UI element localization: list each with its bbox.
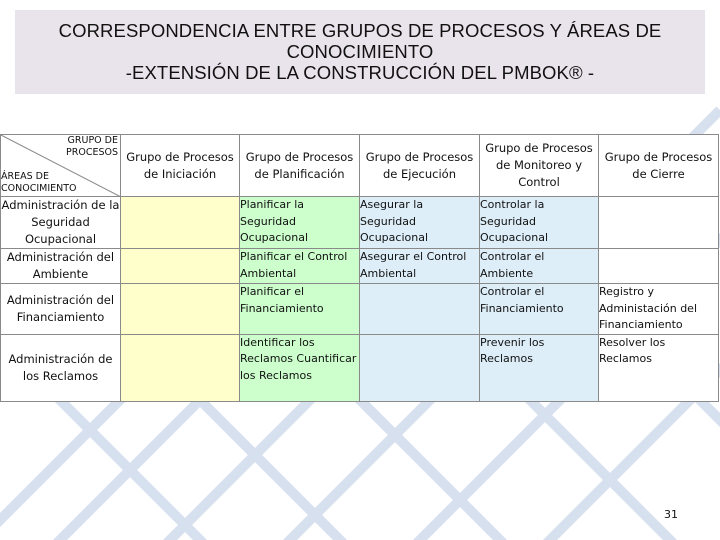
corner-process-label: GRUPO DE PROCESOS xyxy=(66,135,118,158)
cell-claims-planning: Identificar los Reclamos Cuantificar los Reclamos xyxy=(240,334,360,401)
title-line-1: CORRESPONDENCIA ENTRE GRUPOS DE PROCESOS Y ÁREAS DE xyxy=(58,20,662,41)
title-line-3: -EXTENSIÓN DE LA CONSTRUCCIÓN DEL PMBOK® - xyxy=(125,62,595,83)
slide-title xyxy=(15,10,705,94)
column-header-closing: Grupo de Procesos de Cierre xyxy=(599,135,719,197)
cell-claims-monitoring: Prevenir los Reclamos xyxy=(480,334,599,401)
process-knowledge-table xyxy=(0,134,719,402)
corner-area-label: ÁREAS DE CONOCIMIENTO xyxy=(1,171,77,194)
cell-environment-monitoring: Controlar el Ambiente xyxy=(480,249,599,284)
cell-financing-monitoring: Controlar el Financiamiento xyxy=(480,284,599,335)
column-header-initiation: Grupo de Procesos de Iniciación xyxy=(121,135,240,197)
table-corner-header xyxy=(1,135,121,197)
cell-environment-initiation xyxy=(121,249,240,284)
cell-financing-initiation xyxy=(121,284,240,335)
cell-safety-monitoring: Controlar la Seguridad Ocupacional xyxy=(480,197,599,249)
column-header-monitoring: Grupo de Procesos de Monitoreo y Control xyxy=(480,135,599,197)
row-header-financing: Administración del Financiamiento xyxy=(1,284,121,335)
cell-claims-execution xyxy=(360,334,480,401)
cell-environment-closing xyxy=(599,249,719,284)
cell-financing-execution xyxy=(360,284,480,335)
title-line-2: CONOCIMIENTO xyxy=(286,41,434,62)
page-number: 31 xyxy=(664,508,678,521)
cell-environment-planning: Planificar el Control Ambiental xyxy=(240,249,360,284)
cell-safety-planning: Planificar la Seguridad Ocupacional xyxy=(240,197,360,249)
cell-environment-execution: Asegurar el Control Ambiental xyxy=(360,249,480,284)
row-header-environment: Administración del Ambiente xyxy=(1,249,121,284)
cell-claims-initiation xyxy=(121,334,240,401)
cell-safety-execution: Asegurar la Seguridad Ocupacional xyxy=(360,197,480,249)
column-header-planning: Grupo de Procesos de Planificación xyxy=(240,135,360,197)
cell-financing-planning: Planificar el Financiamiento xyxy=(240,284,360,335)
cell-safety-closing xyxy=(599,197,719,249)
row-header-safety: Administración de la Seguridad Ocupacional xyxy=(1,197,121,249)
cell-safety-initiation xyxy=(121,197,240,249)
cell-financing-closing: Registro y Administación del Financiamiento xyxy=(599,284,719,335)
column-header-execution: Grupo de Procesos de Ejecución xyxy=(360,135,480,197)
cell-claims-closing: Resolver los Reclamos xyxy=(599,334,719,401)
row-header-claims: Administración de los Reclamos xyxy=(1,334,121,401)
